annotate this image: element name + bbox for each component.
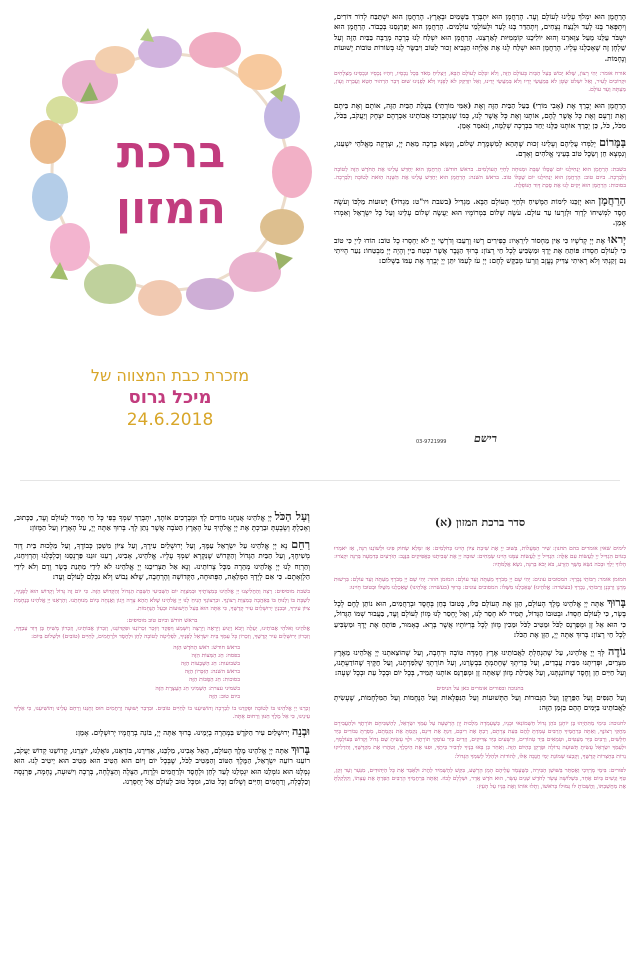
uvnei-lead: וּבְנֵה xyxy=(291,725,310,739)
shir-hamaalot-note: לימים שאין אומרים בהם תחנון: שִׁיר הַמַּעֲלוֹת, בְּשׁוּב יְיָ אֶת שִׁיבַת צִיּוֹן הָיִינוּ כְּחֹלְמִים: אָז יִמָּלֵא שְׂחוֹק פִּינוּ וּלְשׁוֹנֵנוּ רִנָּה, אָז יֹאמְרוּ בַגּוֹיִם הִגְדִּיל יְיָ לַעֲשׂוֹת עִם אֵלֶּה: הִגְדִּיל יְיָ לַעֲשׂוֹת עִמָּנוּ הָיִינוּ שְׂמֵחִים: שׁוּבָה יְיָ אֶת שְׁבִיתֵנוּ כַּאֲפִיקִים בַּנֶּגֶב: הַזֹּרְעִים בְּדִמְעָה בְּרִנָּה יִקְצֹרוּ: הָלוֹךְ יֵלֵךְ וּבָכֹה נֹשֵׂא מֶשֶׁךְ הַזָּרַע, בֹּא יָבֹא בְרִנָּה, נֹשֵׂא אֲלֻמֹּתָיו: xyxy=(334,546,626,569)
racheim-lead: רַחֵם xyxy=(291,537,310,551)
bamarom-lead: בַּמָּרוֹם xyxy=(599,135,626,149)
page-divider xyxy=(20,480,620,481)
retzeh-note: בשבת מוסיפים: רְצֵה וְהַחֲלִיצֵנוּ יְיָ אֱלֹהֵינוּ בְּמִצְוֹתֶיךָ וּבְמִצְוַת יוֹם הַשְּׁבִיעִי הַשַּׁבָּת הַגָּדוֹל וְהַקָּדוֹשׁ הַזֶּה. כִּי יוֹם זֶה גָּדוֹל וְקָדוֹשׁ הוּא לְפָנֶיךָ, לִשְׁבָּת בּוֹ וְלָנוּחַ בּוֹ בְּאַהֲבָה כְּמִצְוַת רְצוֹנֶךָ. וּבִרְצוֹנְךָ הָנִיחַ לָנוּ יְיָ אֱלֹהֵינוּ שֶׁלֹּא תְהֵא צָרָה וְיָגוֹן וַאֲנָחָה בְּיוֹם מְנוּחָתֵנוּ. וְהַרְאֵנוּ יְיָ אֱלֹהֵינוּ בְּנֶחָמַת צִיּוֹן עִירֶךָ, וּבְבִנְיַן יְרוּשָׁלַיִם עִיר קָדְשֶׁךָ, כִּי אַתָּה הוּא בַּעַל הַיְשׁוּעוֹת וּבַעַל הַנֶּחָמוֹת. xyxy=(14,589,310,612)
yiru-lead: יְראוּ xyxy=(607,232,626,246)
zimun-note: המזמן אומר: רַבּוֹתַי נְבָרֵךְ: המסובים עונים: יְהִי שֵׁם יְיָ מְבֹרָךְ מֵעַתָּה וְעַד עוֹלָם: המזמן חוזר: יְהִי שֵׁם יְיָ מְבֹרָךְ מֵעַתָּה וְעַד עוֹלָם: בִּרְשׁוּת מָרָנָן וְרַבָּנָן וְרַבּוֹתַי, נְבָרֵךְ (בעשרה: אֱלֹהֵינוּ) שֶׁאָכַלְנוּ מִשֶּׁלּוֹ: המסובים עונים: בָּרוּךְ (בעשרה: אֱלֹהֵינוּ) שֶׁאָכַלְנוּ מִשֶּׁלּוֹ וּבְטוּבוֹ חָיִינוּ: xyxy=(334,576,626,591)
chanukah-note: לחנוכה: בִּימֵי מַתִּתְיָהוּ בֶּן יוֹחָנָן כֹּהֵן גָּדוֹל חַשְׁמוֹנַאי וּבָנָיו, כְּשֶׁעָמְדָה מַלְכוּת יָוָן הָרְשָׁעָה עַל עַמְּךָ יִשְׂרָאֵל, לְהַשְׁכִּיחָם תּוֹרָתֶךָ וּלְהַעֲבִירָם מֵחֻקֵּי רְצוֹנֶךָ, וְאַתָּה בְּרַחֲמֶיךָ הָרַבִּים עָמַדְתָּ לָהֶם בְּעֵת צָרָתָם, רַבְתָּ אֶת רִיבָם, דַּנְתָּ אֶת דִּינָם, נָקַמְתָּ אֶת נִקְמָתָם, מָסַרְתָּ גִבּוֹרִים בְּיַד חַלָּשִׁים, וְרַבִּים בְּיַד מְעַטִּים, וּטְמֵאִים בְּיַד טְהוֹרִים, וּרְשָׁעִים בְּיַד צַדִּיקִים, וְזֵדִים בְּיַד עוֹסְקֵי תוֹרָתֶךָ. וּלְךָ עָשִׂיתָ שֵׁם גָּדוֹל וְקָדוֹשׁ בְּעוֹלָמֶךָ, וּלְעַמְּךָ יִשְׂרָאֵל עָשִׂיתָ תְּשׁוּעָה גְדוֹלָה וּפֻרְקָן כְּהַיּוֹם הַזֶּה. וְאַחַר כֵּן בָּאוּ בָנֶיךָ לִדְבִיר בֵּיתֶךָ, וּפִנּוּ אֶת הֵיכָלֶךָ, וְטִהֲרוּ אֶת מִקְדָּשֶׁךָ, וְהִדְלִיקוּ נֵרוֹת בְּחַצְרוֹת קָדְשֶׁךָ, וְקָבְעוּ שְׁמוֹנַת יְמֵי חֲנֻכָּה אֵלּוּ, לְהוֹדוֹת וּלְהַלֵּל לְשִׁמְךָ הַגָּדוֹל: xyxy=(334,720,626,760)
blessing-hosts-paragraph: הָרַחֲמָן הוּא יְבָרֵךְ אֶת (אָבִי מוֹרִי) בַּעַל הַבַּיִת הַזֶּה וְאֶת (אִמִּי מוֹרָתִי) בַּעֲלַת הַבַּיִת הַזֶּה, אוֹתָם וְאֶת בֵּיתָם וְאֶת זַרְעָם וְאֶת כָּל אֲשֶׁר לָהֶם, אוֹתָנוּ וְאֶת כָּל אֲשֶׁר לָנוּ, כְּמוֹ שֶׁנִּתְבָּרְכוּ אֲבוֹתֵינוּ אַבְרָהָם יִצְחָק וְיַעֲקֹב, בַּכֹּל, מִכֹּל, כֹּל, כֵּן יְבָרֵךְ אוֹתָנוּ כֻּלָּנוּ יַחַד בִּבְרָכָה שְׁלֵמָה, וְנֹאמַר אָמֵן. xyxy=(334,100,626,131)
zochreinu-note: זָכְרֵנוּ יְיָ אֱלֹהֵינוּ בּוֹ לְטוֹבָה וּפָקְדֵנוּ בוֹ לִבְרָכָה וְהוֹשִׁיעֵנוּ בוֹ לְחַיִּים טוֹבִים. וּבִדְבַר יְשׁוּעָה וְרַחֲמִים חוּס וְחָנֵּנוּ וְרַחֵם עָלֵינוּ וְהוֹשִׁיעֵנוּ, כִּי אֵלֶיךָ עֵינֵינוּ, כִּי אֵל מֶלֶךְ חַנּוּן וְרַחוּם אָתָּה. xyxy=(14,706,310,721)
logo-mark: רישם xyxy=(474,432,497,445)
bamarom-paragraph xyxy=(334,135,626,160)
hazan-text: אַתָּה יְיָ אֱלֹהֵינוּ מֶלֶךְ הָעוֹלָם, הַזָּן אֶת הָעוֹלָם כֻּלּוֹ, בְּטוּבוֹ בְּחֵן בְּחֶסֶד וּבְרַחֲמִים, הוּא נוֹתֵן לֶחֶם לְכָל בָּשָׂר, כִּי לְעוֹלָם חַסְדּוֹ. וּבְטוּבוֹ הַגָּדוֹל, תָּמִיד לֹא חָסַר לָנוּ, וְאַל יֶחְסַר לָנוּ מָזוֹן לְעוֹלָם וָעֶד, בַּעֲבוּר שְׁמוֹ הַגָּדוֹל, כִּי הוּא אֵל זָן וּמְפַרְנֵס לַכֹּל וּמֵטִיב לַכֹּל וּמֵכִין מָזוֹן לְכָל בְּרִיּוֹתָיו אֲשֶׁר בָּרָא. כָּאָמוּר, פּוֹתֵחַ אֶת יָדֶךָ וּמַשְׂבִּיעַ לְכָל חַי רָצוֹן: בָּרוּךְ אַתָּה יְיָ, הַזָּן אֶת הַכֹּל: xyxy=(334,599,626,640)
nodeh-text: לְּךָ יְיָ אֱלֹהֵינוּ, עַל שֶׁהִנְחַלְתָּ לַאֲבוֹתֵינוּ אֶרֶץ חֶמְדָּה טוֹבָה וּרְחָבָה, וְעַל שֶׁהוֹצֵאתָנוּ יְיָ אֱלֹהֵינוּ מֵאֶרֶץ מִצְרַיִם, וּפְדִיתָנוּ מִבֵּית עֲבָדִים, וְעַל בְּרִיתְךָ שֶׁחָתַמְתָּ בִּבְשָׂרֵנוּ, וְעַל תּוֹרָתְךָ שֶׁלִּמַּדְתָּנוּ, וְעַל חֻקֶּיךָ שֶׁהוֹדַעְתָּנוּ, וְעַל חַיִּים חֵן וָחֶסֶד שֶׁחוֹנַנְתָּנוּ, וְעַל אֲכִילַת מָזוֹן שָׁאַתָּה זָן וּמְפַרְנֵס אוֹתָנוּ תָּמִיד, בְּכָל יוֹם וּבְכָל עֵת וּבְכָל שָׁעָה: xyxy=(334,647,626,678)
nodeh-paragraph xyxy=(334,644,626,679)
yiru-text: אֶת יְיָ קְדֹשָׁיו כִּי אֵין מַחְסוֹר לִירֵאָיו: כְּפִירִים רָשׁוּ וְרָעֵבוּ וְדֹרְשֵׁי יְיָ לֹא יַחְסְרוּ כָל טוֹב: הוֹדוּ לַייָ כִּי טוֹב כִּי לְעוֹלָם חַסְדּוֹ: פּוֹתֵחַ אֶת יָדֶךָ וּמַשְׂבִּיעַ לְכָל חַי רָצוֹן: בָּרוּךְ הַגֶּבֶר אֲשֶׁר יִבְטַח בַּייָ וְהָיָה יְיָ מִבְטַחוֹ: נַעַר הָיִיתִי גַּם זָקַנְתִּי וְלֹא רָאִיתִי צַדִּיק נֶעֱזָב וְזַרְעוֹ מְבַקֶּשׁ לָחֶם: יְיָ עֹז לְעַמּוֹ יִתֵּן יְיָ יְבָרֵךְ אֶת עַמּוֹ בַשָּׁלוֹם: xyxy=(334,235,626,266)
nodeh-lead: נוֹדֶה xyxy=(607,644,626,658)
holiday-item: בראש חודש: רֹאשׁ הַחֹדֶשׁ הַזֶּה xyxy=(173,644,240,651)
holiday-item: ביום טוב: הַזֶּה xyxy=(208,693,240,700)
holiday-additions-note: בשבת: הָרַחֲמָן הוּא יַנְחִילֵנוּ יוֹם שֶׁכֻּלּוֹ שַׁבָּת וּמְנוּחָה לְחַיֵּי הָעוֹלָמִים. בראש חודש: הָרַחֲמָן הוּא יְחַדֵּשׁ עָלֵינוּ אֶת הַחֹדֶשׁ הַזֶּה לְטוֹבָה וְלִבְרָכָה. ביום טוב: הָרַחֲמָן הוּא יַנְחִילֵנוּ יוֹם שֶׁכֻּלּוֹ טוֹב. בראש השנה: הָרַחֲמָן הוּא יְחַדֵּשׁ עָלֵינוּ אֶת הַשָּׁנָה הַזֹּאת לְטוֹבָה וְלִבְרָכָה. בסוכות: הָרַחֲמָן הוּא יָקִים לָנוּ אֶת סֻכַּת דָּוִד הַנּוֹפָלֶת. xyxy=(334,166,626,190)
purim-note: לפורים: בִּימֵי מָרְדְּכַי וְאֶסְתֵּר בְּשׁוּשַׁן הַבִּירָה, כְּשֶׁעָמַד עֲלֵיהֶם הָמָן הָרָשָׁע, בִּקֵּשׁ לְהַשְׁמִיד לַהֲרֹג וּלְאַבֵּד אֶת כָּל הַיְּהוּדִים, מִנַּעַר וְעַד זָקֵן, טַף וְנָשִׁים בְּיוֹם אֶחָד, בִּשְׁלוֹשָׁה עָשָׂר לְחֹדֶשׁ שְׁנֵים עָשָׂר, הוּא חֹדֶשׁ אֲדָר, וּשְׁלָלָם לָבוֹז. וְאַתָּה בְּרַחֲמֶיךָ הָרַבִּים הֵפַרְתָּ אֶת עֲצָתוֹ, וְקִלְקַלְתָּ אֶת מַחֲשַׁבְתּוֹ, וַהֲשֵׁבוֹתָ לּוֹ גְּמוּלוֹ בְּרֹאשׁוֹ, וְתָלוּ אוֹתוֹ וְאֶת בָּנָיו עַל הָעֵץ: xyxy=(334,767,626,791)
bottom-left-column xyxy=(14,512,310,788)
page-title xyxy=(56,125,286,237)
top-right-column xyxy=(334,12,626,267)
holiday-list xyxy=(14,644,310,701)
holiday-item: בסוכות: חַג הַסֻּכּוֹת הַזֶּה xyxy=(188,677,240,684)
holiday-item: בראש השנה: הַזִּכָּרוֹן הַזֶּה xyxy=(184,669,240,676)
veal-hakol-lead: וְעַל הַכֹּל xyxy=(274,510,310,523)
section-heading: סדר ברכת המזון (א) xyxy=(434,516,526,529)
racheim-text: נָא יְיָ אֱלֹהֵינוּ עַל יִשְׂרָאֵל עַמֶּךָ, וְעַל יְרוּשָׁלַיִם עִירֶךָ, וְעַל צִיּוֹן מִשְׁכַּן כְּבוֹדֶךָ, וְעַל מַלְכוּת בֵּית דָּוִד מְשִׁיחֶךָ, וְעַל הַבַּיִת הַגָּדוֹל וְהַקָּדוֹשׁ שֶׁנִּקְרָא שִׁמְךָ עָלָיו. אֱלֹהֵינוּ, אָבִינוּ, רְעֵנוּ זוּנֵנוּ פַּרְנְסֵנוּ וְכַלְכְּלֵנוּ וְהַרְוִיחֵנוּ, וְהַרְוַח לָנוּ יְיָ אֱלֹהֵינוּ מְהֵרָה מִכָּל צָרוֹתֵינוּ. וְנָא אַל תַּצְרִיכֵנוּ יְיָ אֱלֹהֵינוּ לֹא לִידֵי מַתְּנַת בָּשָׂר וָדָם וְלֹא לִידֵי הַלְוָאָתָם. כִּי אִם לְיָדְךָ הַמְּלֵאָה, הַפְּתוּחָה, הַקְּדוֹשָׁה וְהָרְחָבָה, שֶׁלֹּא נֵבוֹשׁ וְלֹא נִכָּלֵם לְעוֹלָם וָעֶד: xyxy=(14,540,310,582)
holiday-item: בשמיני עצרת: הַשְּׁמִינִי חַג הָעֲצֶרֶת הַזֶּה xyxy=(155,685,240,692)
messiah-paragraph xyxy=(334,196,626,228)
uvnei-text: יְרוּשָׁלַיִם עִיר הַקֹּדֶשׁ בִּמְהֵרָה בְיָמֵינוּ. בָּרוּךְ אַתָּה יְיָ, בּוֹנֵה בְרַחֲמָיו יְרוּשָׁלָיִם. אָמֵן: xyxy=(75,728,290,738)
al-hanisim-heading: בחנוכה ובפורים אומרים כאן על הניסים xyxy=(436,685,524,692)
memorial-dedication xyxy=(40,365,300,431)
event-date: 24.6.2018 xyxy=(126,410,214,430)
racheim-paragraph xyxy=(14,537,310,583)
yaaleh-heading: בראש חודש וביום טוב מוסיפים: xyxy=(126,618,198,625)
hazan-paragraph xyxy=(334,598,626,641)
guest-note: אורח אומר: יְהִי רָצוֹן, שֶׁלֹּא יֵבוֹשׁ בַּעַל הַבַּיִת בָּעוֹלָם הַזֶּה, וְלֹא יִכָּלֵם לָעוֹלָם הַבָּא, וְיַצְלִיחַ מְאֹד בְּכָל נְכָסָיו, וְיִהְיוּ נְכָסָיו וּנְכָסֵינוּ מֻצְלָחִים וּקְרוֹבִים לָעִיר, וְאַל יִשְׁלֹט שָׂטָן לֹא בְּמַעֲשֵׂי יָדָיו וְלֹא בְּמַעֲשֵׂי יָדֵינוּ, וְאַל יִזְדַּקֵּק לֹא לְפָנָיו וְלֹא לְפָנֵינוּ שׁוּם דְּבַר הִרְהוּר חֵטְא וַעֲבֵרָה וְעָוֹן, מֵעַתָּה וְעַד עוֹלָם. xyxy=(334,71,626,94)
messiah-text: הוּא יְזַכֵּנוּ לִימוֹת הַמָּשִׁיחַ וּלְחַיֵּי הָעוֹלָם הַבָּא. מַגְדִּיל (בשבת ויו"ט: מִגְדּוֹל) יְשׁוּעוֹת מַלְכּוֹ וְעֹשֶׂה חֶסֶד לִמְשִׁיחוֹ לְדָוִד וּלְזַרְעוֹ עַד עוֹלָם. עֹשֶׂה שָׁלוֹם בִּמְרוֹמָיו הוּא יַעֲשֶׂה שָׁלוֹם עָלֵינוּ וְעַל כָּל יִשְׂרָאֵל וְאִמְרוּ אָמֵן. xyxy=(334,197,626,228)
bamarom-text: יְלַמְּדוּ עֲלֵיהֶם וְעָלֵינוּ זְכוּת שֶׁתְּהֵא לְמִשְׁמֶרֶת שָׁלוֹם, וְנִשָּׂא בְרָכָה מֵאֵת יְיָ, וּצְדָקָה מֵאֱלֹהֵי יִשְׁעֵנוּ, וְנִמְצָא חֵן וְשֵׂכֶל טוֹב בְּעֵינֵי אֱלֹהִים וְאָדָם. xyxy=(334,138,626,159)
logo-phone: 03-9721999 xyxy=(416,439,447,445)
holiday-item: בשבועות: חַג הַשָּׁבֻעוֹת הַזֶּה xyxy=(180,661,240,668)
yaaleh-note: אֱלֹהֵינוּ וֵאלֹהֵי אֲבוֹתֵינוּ, יַעֲלֶה וְיָבֹא וְיַגִּיעַ וְיֵרָאֶה וְיֵרָצֶה וְיִשָּׁמַע וְיִפָּקֵד וְיִזָּכֵר זִכְרוֹנֵנוּ וּפִקְדּוֹנֵנוּ, וְזִכְרוֹן אֲבוֹתֵינוּ, וְזִכְרוֹן מָשִׁיחַ בֶּן דָּוִד עַבְדֶּךָ, וְזִכְרוֹן יְרוּשָׁלַיִם עִיר קָדְשֶׁךָ, וְזִכְרוֹן כָּל עַמְּךָ בֵּית יִשְׂרָאֵל לְפָנֶיךָ, לִפְלֵיטָה לְטוֹבָה לְחֵן וּלְחֶסֶד וּלְרַחֲמִים, לְחַיִּים (טוֹבִים) וּלְשָׁלוֹם בְּיוֹם: xyxy=(14,626,310,641)
bottom-right-column xyxy=(334,545,626,792)
memorial-line: מזכרת כבת המצווה של xyxy=(90,366,250,385)
hatov-vehameitiv-paragraph xyxy=(14,742,310,788)
al-hanisim-text: וְעַל הַנִּסִּים וְעַל הַפֻּרְקָן וְעַל הַגְּבוּרוֹת וְעַל הַתְּשׁוּעוֹת וְעַל הַנִּפְלָאוֹת וְעַל הַנֶּחָמוֹת וְעַל הַמִּלְחָמוֹת, שֶׁעָשִׂיתָ לַאֲבוֹתֵינוּ בַּיָּמִים הָהֵם בַּזְּמַן הַזֶּה: xyxy=(334,693,626,713)
honoree-name: מיכל גרוס xyxy=(128,387,212,408)
veal-hakol-paragraph xyxy=(14,512,310,534)
baruch-lead-2: בָּרוּךְ xyxy=(291,742,310,756)
printer-logo xyxy=(416,432,500,450)
harachaman-lead: הָרַחֲמָן xyxy=(598,194,626,208)
veal-hakol-text: יְיָ אֱלֹהֵינוּ אֲנַחְנוּ מוֹדִים לָךְ וּמְבָרְכִים אוֹתָךְ, יִתְבָּרַךְ שִׁמְךָ בְּפִי כָּל חַי תָּמִיד לְעוֹלָם וָעֶד, כַּכָּתוּב, וְאָכַלְתָּ וְשָׂבָעְתָּ וּבֵרַכְתָּ אֶת יְיָ אֱלֹהֶיךָ עַל הָאָרֶץ הַטֹּבָה אֲשֶׁר נָתַן לָךְ. בָּרוּךְ אַתָּה יְיָ, עַל הָאָרֶץ וְעַל הַמָּזוֹן: xyxy=(14,513,310,533)
hatov-vehameitiv-text: אַתָּה יְיָ אֱלֹהֵינוּ מֶלֶךְ הָעוֹלָם, הָאֵל אָבִינוּ, מַלְכֵּנוּ, אַדִּירֵנוּ, בּוֹרְאֵנוּ, גּוֹאֲלֵנוּ, יוֹצְרֵנוּ, קְדוֹשֵׁנוּ קְדוֹשׁ יַעֲקֹב, רוֹעֵנוּ רוֹעֵה יִשְׂרָאֵל, הַמֶּלֶךְ הַטּוֹב וְהַמֵּטִיב לַכֹּל, שֶׁבְּכָל יוֹם וָיוֹם הוּא הֵטִיב הוּא מֵטִיב הוּא יֵיטִיב לָנוּ. הוּא גְמָלָנוּ הוּא גוֹמְלֵנוּ הוּא יִגְמְלֵנוּ לָעַד לְחֵן וּלְחֶסֶד וּלְרַחֲמִים וּלְרֶוַח, הַצָּלָה וְהַצְלָחָה, בְּרָכָה וִישׁוּעָה, נֶחָמָה, פַּרְנָסָה וְכַלְכָּלָה, וְרַחֲמִים וְחַיִּים וְשָׁלוֹם וְכָל טוֹב, וּמִכָּל טוּב לְעוֹלָם אַל יְחַסְּרֵנוּ. xyxy=(14,745,310,787)
title-line-2: המזון xyxy=(116,183,226,234)
holiday-item: בפסח: חַג הַמַּצּוֹת הַזֶּה xyxy=(191,652,240,659)
harachaman-paragraph: הָרַחֲמָן הוּא יִמְלֹךְ עָלֵינוּ לְעוֹלָם וָעֶד. הָרַחֲמָן הוּא יִתְבָּרַךְ בַּשָּׁמַיִם וּבָאָרֶץ. הָרַחֲמָן הוּא יִשְׁתַּבַּח לְדוֹר דּוֹרִים, וְיִתְפָּאַר בָּנוּ לָעַד וּלְנֵצַח נְצָחִים, וְיִתְהַדַּר בָּנוּ לָעַד וּלְעוֹלְמֵי עוֹלָמִים. הָרַחֲמָן הוּא יְפַרְנְסֵנוּ בְּכָבוֹד. הָרַחֲמָן הוּא יִשְׁבֹּר עֻלֵּנוּ מֵעַל צַוָּארֵנוּ וְהוּא יוֹלִיכֵנוּ קוֹמְמִיּוּת לְאַרְצֵנוּ. הָרַחֲמָן הוּא יִשְׁלַח לָנוּ בְּרָכָה מְרֻבָּה בַּבַּיִת הַזֶּה וְעַל שֻׁלְחָן זֶה שֶׁאָכַלְנוּ עָלָיו. הָרַחֲמָן הוּא יִשְׁלַח לָנוּ אֶת אֵלִיָּהוּ הַנָּבִיא זָכוּר לַטּוֹב וִיבַשֶּׂר לָנוּ בְּשׂוֹרוֹת טוֹבוֹת יְשׁוּעוֹת וְנֶחָמוֹת. xyxy=(334,12,626,63)
uvnei-paragraph xyxy=(14,727,310,738)
baruch-lead: בָּרוּךְ xyxy=(607,596,626,610)
title-line-1: ברכת xyxy=(116,127,226,178)
yiru-paragraph xyxy=(334,232,626,267)
